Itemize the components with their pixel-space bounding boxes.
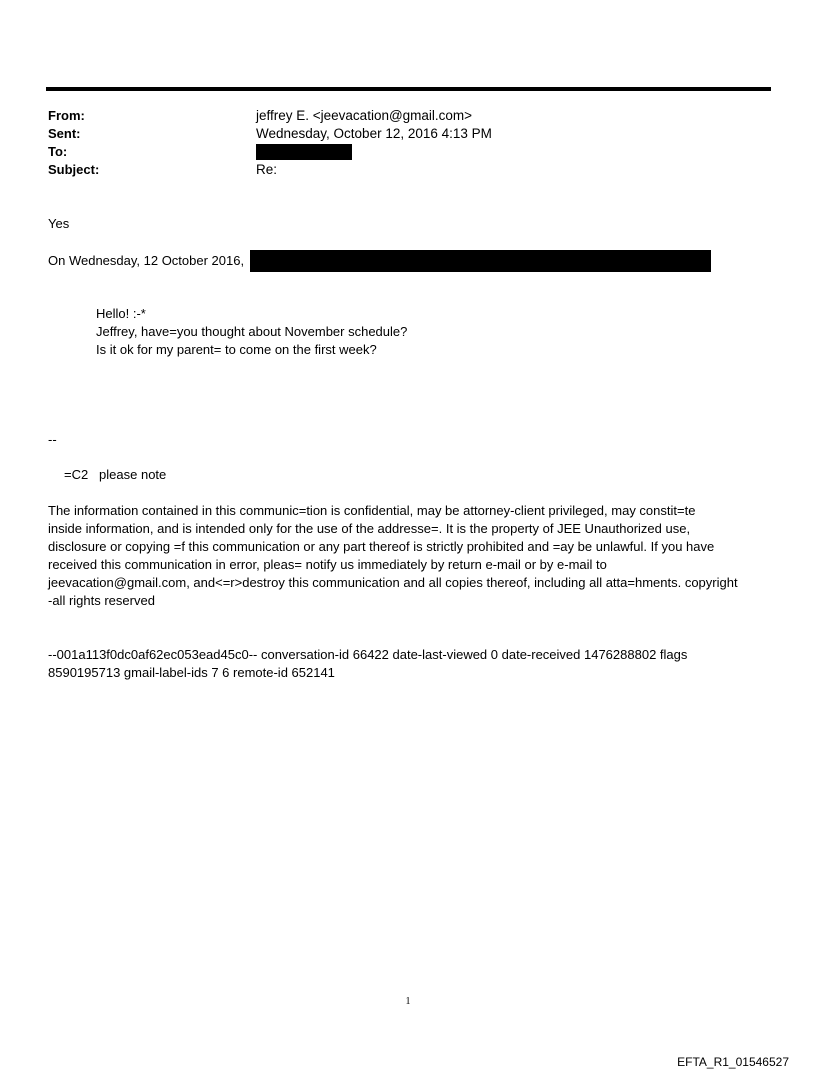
disclaimer-line: inside information, and is intended only for the use of the addresse=. It is the property of JEE Unauthorized use, [48,521,691,536]
quote-sender-redaction [250,250,711,272]
please-note: =C2 please note [64,467,167,482]
subject-label: Subject: [48,162,100,177]
from-label: From: [48,108,85,123]
quoted-line: Jeffrey, have=you thought about November schedule? [96,324,408,339]
bates-number: EFTA_R1_01546527 [677,1055,789,1069]
quote-intro: On Wednesday, 12 October 2016, [48,253,245,268]
disclaimer-line: The information contained in this communic=tion is confidential, may be attorney-client privileged, may constit=te [48,503,696,518]
disclaimer-line: received this communication in error, pleas= notify us immediately by return e-mail or by e-mail to [48,557,607,572]
sent-label: Sent: [48,126,81,141]
disclaimer-paragraph [48,502,776,610]
to-label: To: [48,144,68,159]
subject-value: Re: [256,162,278,177]
to-redaction [256,144,352,160]
from-value: jeffrey E. <jeevacation@gmail.com> [256,108,473,123]
metadata-line: 8590195713 gmail-label-ids 7 6 remote-id 652141 [48,665,335,680]
header-rule [46,87,771,91]
quoted-line: Hello! :-* [96,306,146,321]
signature-separator: -- [48,432,57,447]
metadata-paragraph [48,646,776,682]
page-number: 1 [405,996,411,1007]
quoted-line: Is it ok for my parent= to come on the first week? [96,342,377,357]
disclaimer-line: -all rights reserved [48,593,155,608]
reply-text: Yes [48,216,70,231]
disclaimer-line: jeevacation@gmail.com, and<=r>destroy this communication and all copies thereof, including all atta=hments. copyright [48,575,738,590]
disclaimer-line: disclosure or copying =f this communication or any part thereof is strictly prohibited and =ay be unlawful. If you have [48,539,715,554]
sent-value: Wednesday, October 12, 2016 4:13 PM [256,126,492,141]
metadata-line: --001a113f0dc0af62ec053ead45c0-- conversation-id 66422 date-last-viewed 0 date-received 1476288802 flags [48,647,688,662]
